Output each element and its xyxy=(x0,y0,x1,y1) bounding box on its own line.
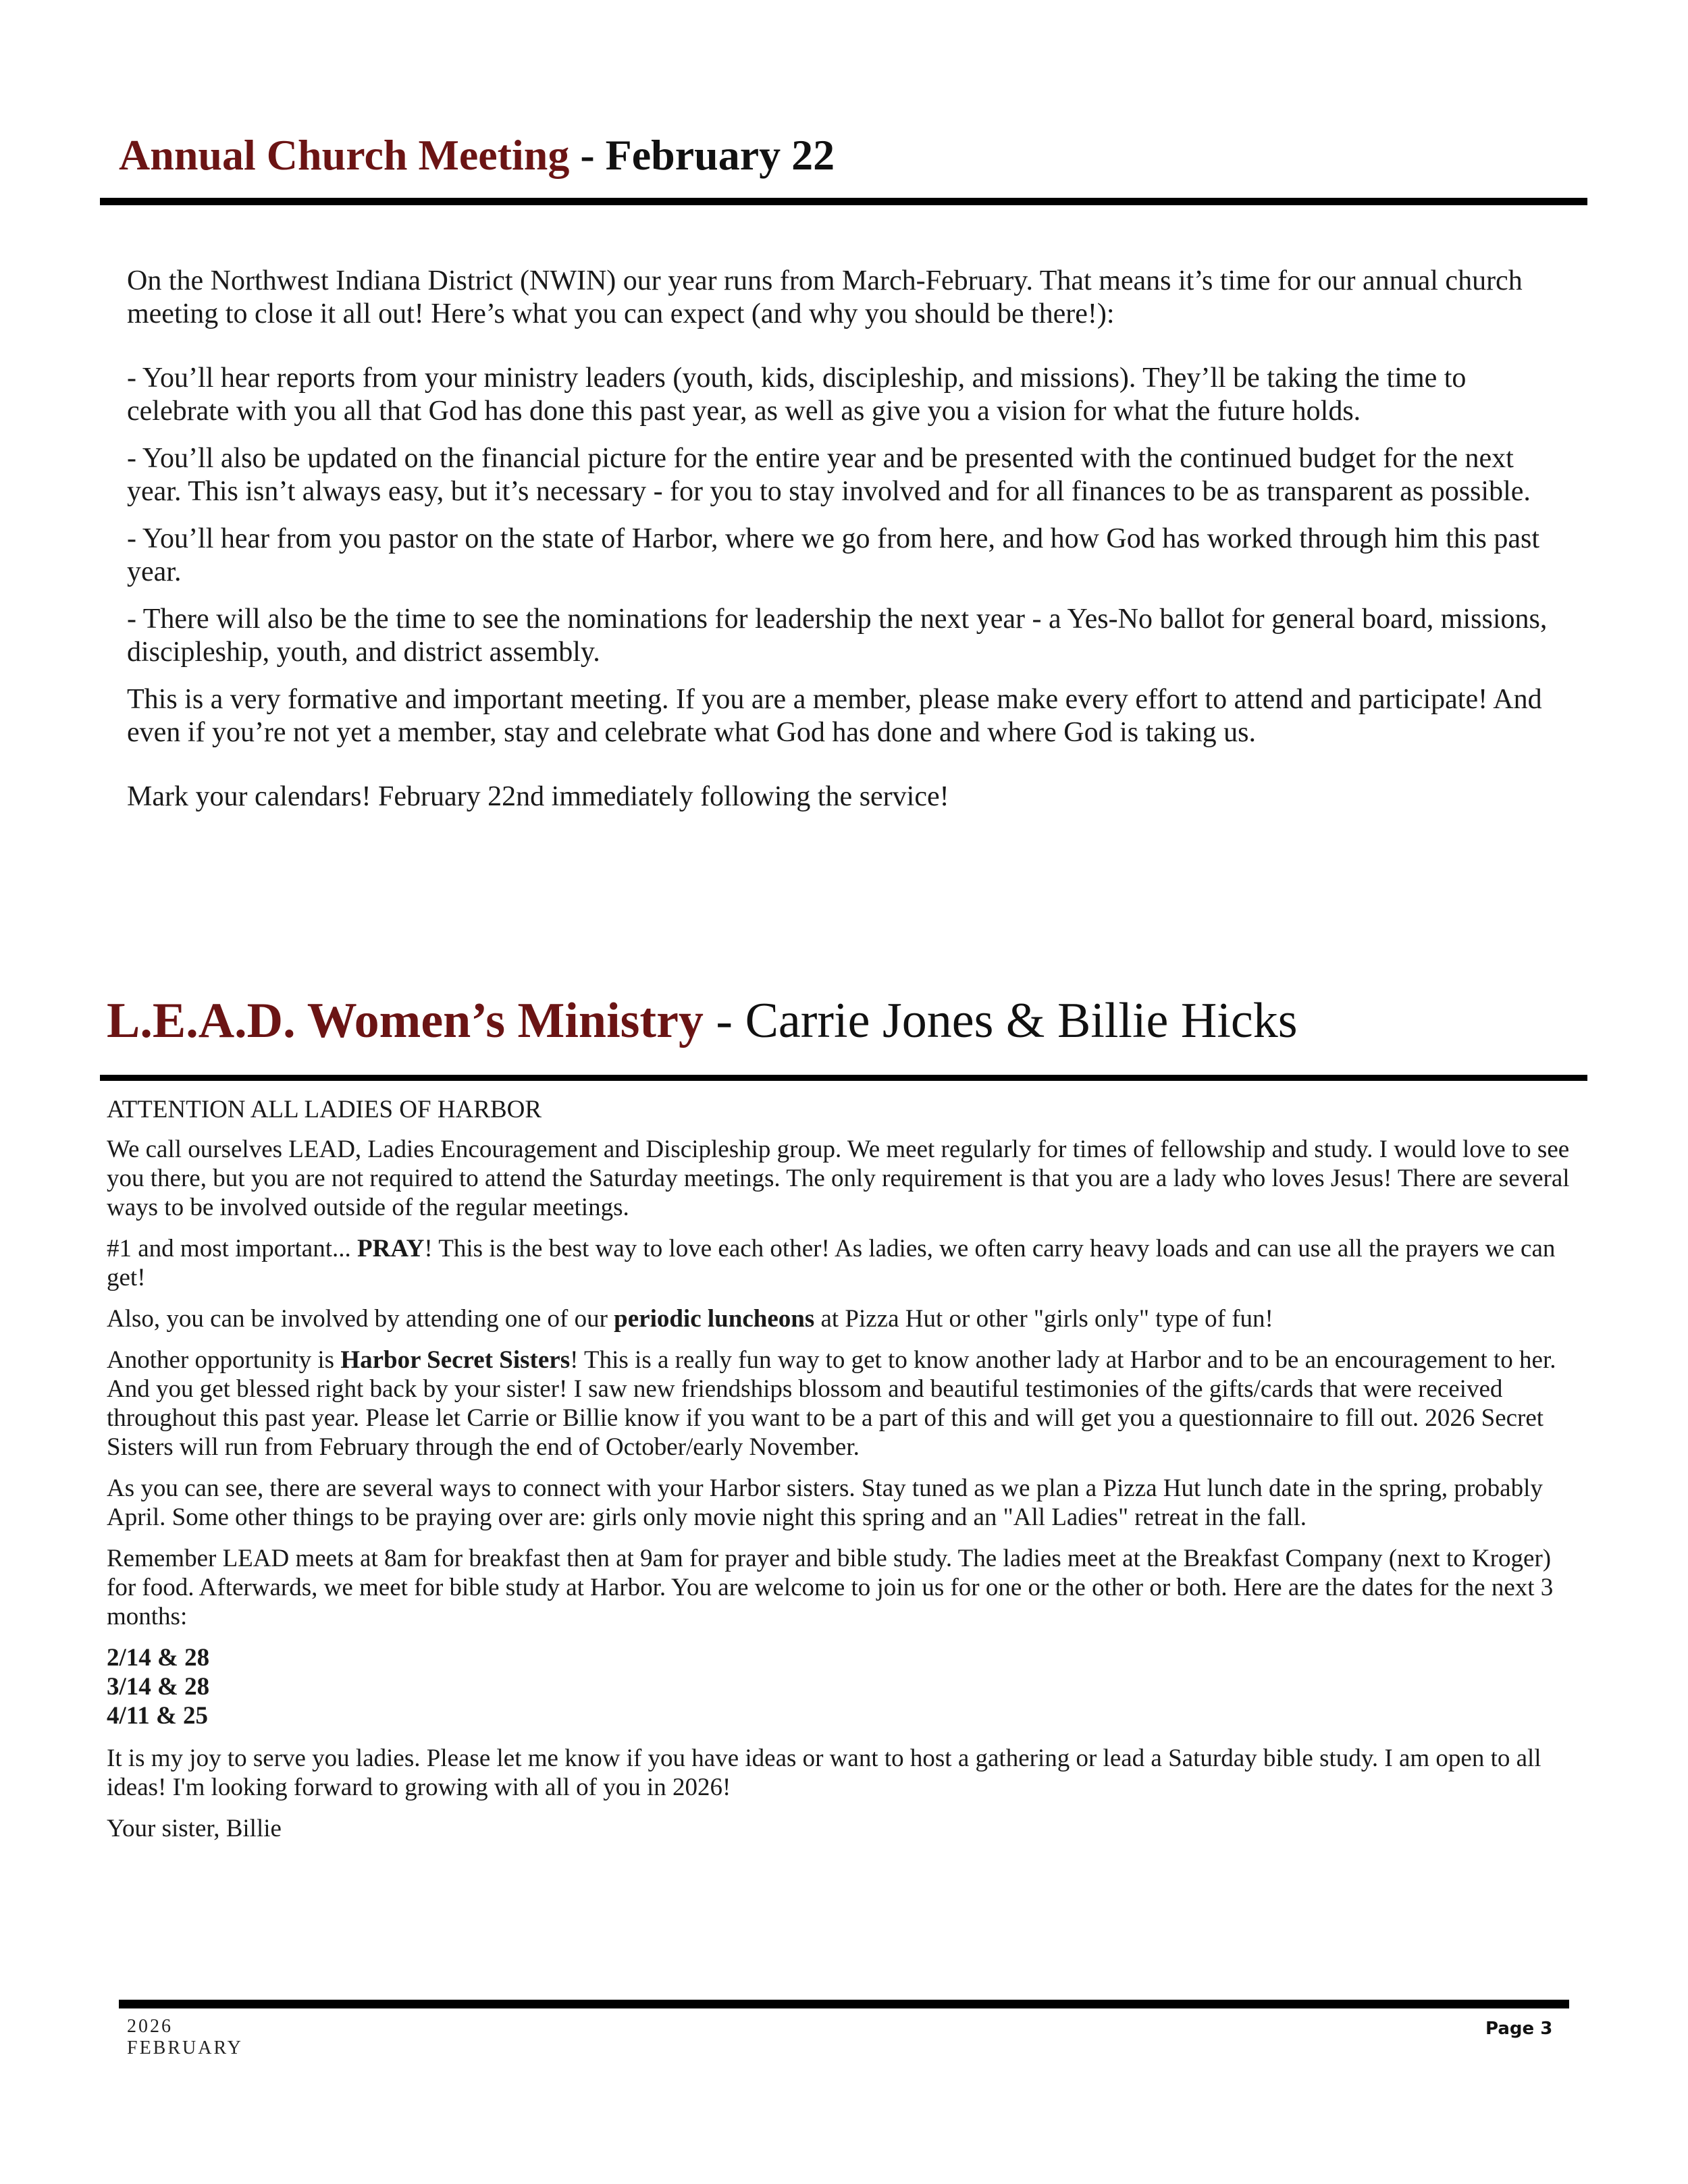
lead-closing: It is my joy to serve you ladies. Please let me know if you have ideas or want to host a gathering or lead a Saturday bible study. I am open to all ideas! I'm looking forward to growing with all of you in 2026! xyxy=(107,1744,1541,1801)
lead-divider xyxy=(100,1075,1587,1081)
lead-signoff: Your sister, Billie xyxy=(107,1815,282,1842)
lead-pray-post: ! This is the best way to love each other! As ladies, we often carry heavy loads and can use all the prayers we can get! xyxy=(107,1235,1556,1291)
meeting-importance: This is a very formative and important meeting. If you are a member, please make every effort to attend and participate! And even if you’re not yet a member, stay and celebrate what God has done and where God is taking us. xyxy=(127,684,1542,748)
lead-heading xyxy=(107,990,1298,1052)
meeting-bullet-nominations: - There will also be the time to see the nominations for leadership the next year - a Yes-No ballot for general board, missions, discipleship, youth, and district assembly. xyxy=(127,604,1548,668)
lead-secret-sisters xyxy=(107,1346,1579,1462)
lead-luncheons-post: at Pizza Hut or other "girls only" type of fun! xyxy=(814,1305,1273,1333)
lead-secret-sisters-bold: Harbor Secret Sisters xyxy=(340,1346,571,1374)
lead-heading-main: L.E.A.D. Women’s Ministry xyxy=(107,993,704,1048)
footer-year: 2026 xyxy=(127,2016,173,2037)
lead-luncheons-bold: periodic luncheons xyxy=(614,1305,815,1333)
lead-pray-pre: #1 and most important... xyxy=(107,1235,357,1262)
lead-date-item: 4/11 & 25 xyxy=(107,1702,209,1730)
meeting-bullet-pastor: - You’ll hear from you pastor on the state of Harbor, where we go from here, and how God has worked through him this past year. xyxy=(127,523,1540,587)
meeting-intro: On the Northwest Indiana District (NWIN) our year runs from March-February. That means it’s time for our annual church meeting to close it all out! Here’s what you can expect (and why you should be there!): xyxy=(127,265,1523,329)
meeting-heading xyxy=(119,128,835,182)
lead-date-item: 2/14 & 28 xyxy=(107,1644,210,1672)
meeting-reminder: Mark your calendars! February 22nd immediately following the service! xyxy=(127,781,949,812)
lead-pray xyxy=(107,1234,1579,1292)
lead-heading-leaders: - Carrie Jones & Billie Hicks xyxy=(703,993,1298,1048)
meeting-bullet-reports: - You’ll hear reports from your ministry leaders (youth, kids, discipleship, and missions). They’ll be taking the time to celebrate with you all that God has done this past year, as well as give you a vision for what the future holds. xyxy=(127,363,1467,427)
lead-pray-bold: PRAY xyxy=(357,1235,425,1262)
lead-secret-sisters-post: ! This is a really fun way to get to know another lady at Harbor and to be an encouragement to her. And you get blessed right back by your sister! I saw new friendships blossom and beautiful testimonies of the gifts/cards that were received throughout this past year. Please let Carrie or Billie know if you want to be a part of this and will get you a questionnaire to fill out. 2026 Secret Sisters will run from February through the end of October/early November. xyxy=(107,1346,1556,1461)
lead-secret-sisters-pre: Another opportunity is xyxy=(107,1346,341,1374)
meeting-divider xyxy=(100,198,1587,205)
lead-connect: As you can see, there are several ways to connect with your Harbor sisters. Stay tuned as we plan a Pizza Hut lunch date in the spring, probably April. Some other things to be praying over are: girls only movie night this spring and an "All Ladies" retreat in the fall. xyxy=(107,1474,1543,1531)
footer-divider xyxy=(119,2000,1569,2008)
lead-dates-list xyxy=(107,1643,1579,1730)
lead-intro: We call ourselves LEAD, Ladies Encouragement and Discipleship group. We meet regularly for times of fellowship and study. I would love to see you there, but you are not required to attend the Saturday meetings. The only requirement is that you are a lady who loves Jesus! There are several ways to be involved outside of the regular meetings. xyxy=(107,1136,1570,1221)
lead-schedule: Remember LEAD meets at 8am for breakfast then at 9am for prayer and bible study. The ladies meet at the Breakfast Company (next to Kroger) for food. Afterwards, we meet for bible study at Harbor. You are welcome to join us for one or the other or both. Here are the dates for the next 3 months: xyxy=(107,1545,1554,1630)
lead-body xyxy=(107,1095,1579,1855)
lead-luncheons-pre: Also, you can be involved by attending one of our xyxy=(107,1305,614,1333)
lead-date-item: 3/14 & 28 xyxy=(107,1673,210,1701)
meeting-heading-main: Annual Church Meeting xyxy=(119,131,570,179)
meeting-heading-date: - February 22 xyxy=(569,131,835,179)
meeting-bullet-finances: - You’ll also be updated on the financial picture for the entire year and be presented with the continued budget for the next year. This isn’t always easy, but it’s necessary - for you to stay involved and for all finances to be as transparent as possible. xyxy=(127,443,1531,507)
lead-attention: ATTENTION ALL LADIES OF HARBOR xyxy=(107,1096,542,1123)
meeting-body xyxy=(127,265,1572,828)
footer-issue xyxy=(127,2016,243,2059)
footer-month: FEBRUARY xyxy=(127,2037,243,2058)
footer-page-number: Page 3 xyxy=(1485,2019,1553,2039)
lead-luncheons xyxy=(107,1304,1579,1333)
